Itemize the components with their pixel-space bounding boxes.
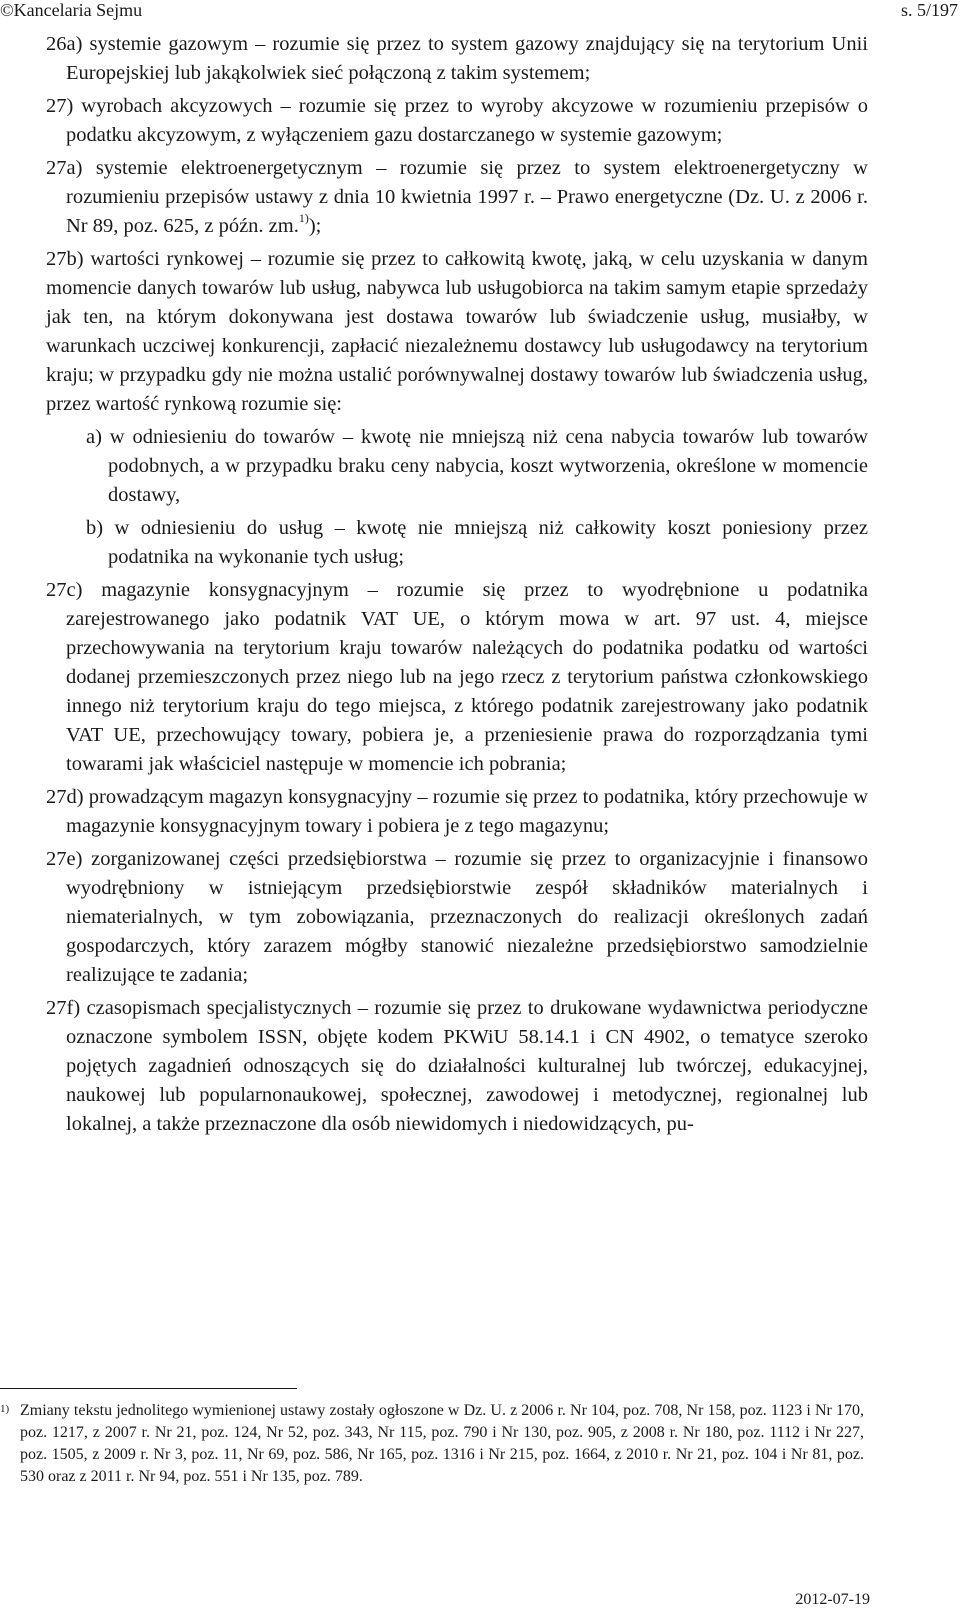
footnote-reference[interactable]: 1) (298, 211, 309, 226)
definition-27f: 27f) czasopismach specjalistycznych – rozumie się przez to drukowane wydawnictwa periodyczne oznaczone symbolem ISSN, objęte kodem PKWiU 58.14.1 i CN 4902, o tematyce szeroko pojętych zagadnień odnoszących się do działalności kulturalnej lub twórczej, edukacyjnej, naukowej lub popularnonaukowej, społecznej, zawodowej i metodycznej, regionalnej lub lokalnej, a także przeznaczone dla osób niewidomych i niedowidzących, pu- (46, 997, 868, 1135)
definition-26a: 26a) systemie gazowym – rozumie się przez to system gazowy znajdujący się na terytorium Unii Europejskiej lub jakąkolwiek sieć połączoną z takim systemem; (46, 33, 868, 84)
document-date: 2012-07-19 (795, 1591, 870, 1608)
definition-27b-b: b) w odniesieniu do usług – kwotę nie mniejszą niż całkowity koszt poniesiony przez podatnika na wykonanie tych usług; (86, 517, 868, 568)
definition-27c: 27c) magazynie konsygnacyjnym – rozumie się przez to wyodrębnione u podatnika zarejestrowanego jako podatnik VAT UE, o którym mowa w art. 97 ust. 4, miejsce przechowywania na terytorium kraju towarów należących do podatnika podatku od wartości dodanej przemieszczonych przez niego lub na jego rzecz z terytorium państwa członkowskiego innego niż terytorium kraju do tego miejsca, z którego podatnik zarejestrowany jako podatnik VAT UE, przechowujący towary, pobiera je, a przeniesienie prawa do rozporządzania tymi towarami jak właściciel następuje w momencie ich pobrania; (46, 579, 868, 775)
footnote (0, 1400, 864, 1488)
header-source: ©Kancelaria Sejmu (0, 0, 143, 20)
definition-27a (46, 154, 868, 241)
page-number: s. 5/197 (900, 0, 958, 20)
definition-27b: 27b) wartości rynkowej – rozumie się przez to całkowitą kwotę, jaką, w celu uzyskania w danym momencie danych towarów lub usług, nabywca lub usługobiorca na takim samym etapie sprzedaży jak ten, na którym dokonywana jest dostawa towarów lub świadczenie usług, musiałby, w warunkach uczciwej konkurencji, zapłacić niezależnemu dostawcy lub usługodawcy na terytorium kraju; w przypadku gdy nie można ustalić porównywalnej dostawy towarów lub świadczenia usług, przez wartość rynkową rozumie się: (46, 248, 868, 415)
definition-27a-text: 27a) systemie elektroenergetycznym – rozumie się przez to system elektroenergetyczny w rozumieniu przepisów ustawy z dnia 10 kwietnia 1997 r. – Prawo energetyczne (Dz. U. z 2006 r. Nr 89, poz. 625, z późn. zm. (46, 157, 868, 237)
definition-27a-end: ); (308, 215, 322, 237)
footnote-mark: 1) (0, 1403, 10, 1415)
footnote-text: Zmiany tekstu jednolitego wymienionej ustawy zostały ogłoszone w Dz. U. z 2006 r. Nr 104, poz. 708, Nr 158, poz. 1123 i Nr 170, poz. 1217, z 2007 r. Nr 21, poz. 124, Nr 52, poz. 343, Nr 115, poz. 790 i Nr 130, poz. 905, z 2008 r. Nr 180, poz. 1112 i Nr 227, poz. 1505, z 2009 r. Nr 3, poz. 11, Nr 69, poz. 586, Nr 165, poz. 1316 i Nr 215, poz. 1664, z 2010 r. Nr 21, poz. 104 i Nr 81, poz. 530 oraz z 2011 r. Nr 94, poz. 551 i Nr 135, poz. 789. (20, 1402, 864, 1485)
definition-27e: 27e) zorganizowanej części przedsiębiorstwa – rozumie się przez to organizacyjnie i finansowo wyodrębniony w istniejącym przedsiębiorstwie zespół składników materialnych i niematerialnych, w tym zobowiązania, przeznaczonych do realizacji określonych zadań gospodarczych, który zarazem mógłby stanowić niezależne przedsiębiorstwo samodzielnie realizujące te zadania; (46, 848, 868, 986)
definition-27d: 27d) prowadzącym magazyn konsygnacyjny – rozumie się przez to podatnika, który przechowuje w magazynie konsygnacyjnym towary i pobiera je z tego magazynu; (46, 786, 868, 837)
definition-27: 27) wyrobach akcyzowych – rozumie się przez to wyroby akcyzowe w rozumieniu przepisów o podatku akcyzowym, z wyłączeniem gazu dostarczanego w systemie gazowym; (46, 95, 868, 146)
definition-27b-a: a) w odniesieniu do towarów – kwotę nie mniejszą niż cena nabycia towarów lub towarów podobnych, a w przypadku braku ceny nabycia, koszt wytworzenia, określone w momencie dostawy, (86, 426, 868, 506)
document-body (46, 30, 868, 1143)
footnote-separator (0, 1388, 297, 1389)
